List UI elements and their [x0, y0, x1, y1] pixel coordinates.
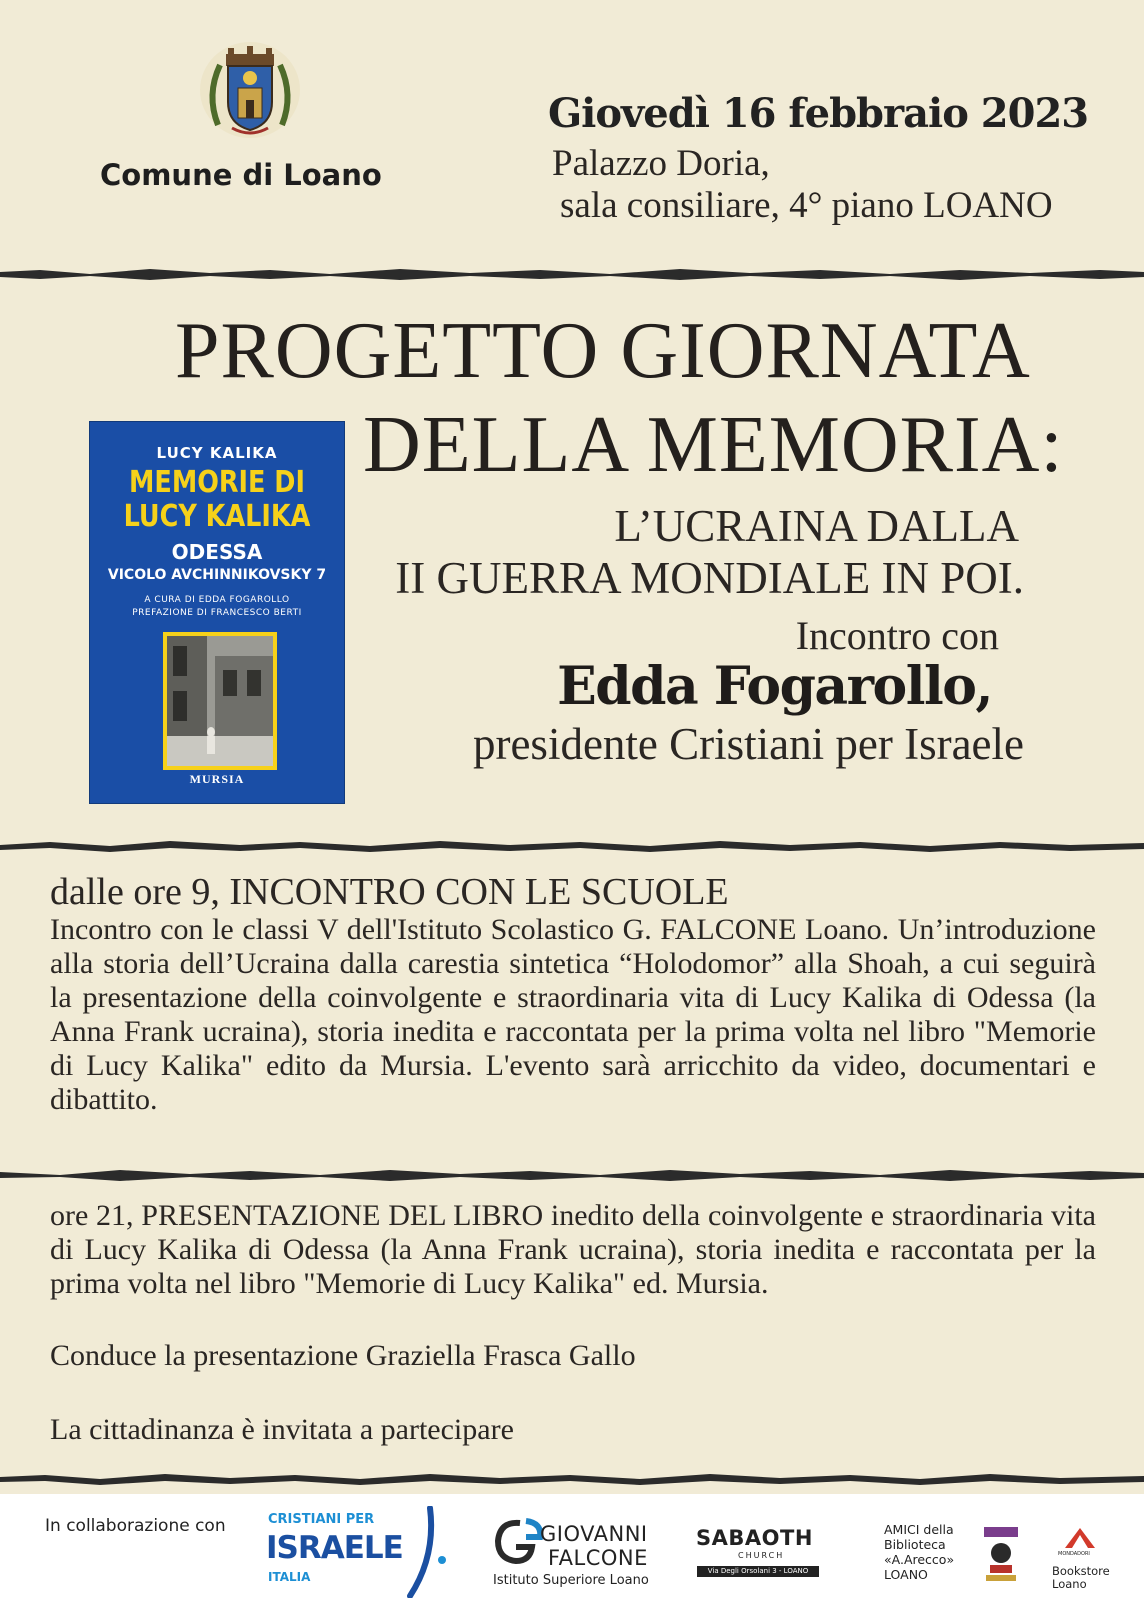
- public-invitation: La cittadinanza è invitata a partecipare: [50, 1413, 514, 1446]
- partner-amici-biblioteca: [884, 1522, 954, 1582]
- partner-bookstore: [1052, 1565, 1110, 1591]
- amici-line: AMICI della: [884, 1522, 954, 1537]
- speaker-role: presidente Cristiani per Israele: [472, 719, 1024, 769]
- collaboration-label: In collaborazione con: [45, 1516, 226, 1536]
- evening-description: ore 21, PRESENTAZIONE DEL LIBRO inedito della coinvolgente e straordinaria vita di Lucy Kalika di Odessa (la Anna Frank ucraina), storia inedita e raccontata per la prima volta nel libro "Memorie di Lucy Kalika" ed. Mursia.: [50, 1199, 1096, 1300]
- project-title-line-2: DELLA MEMORIA:: [363, 401, 1064, 489]
- speaker-name: Edda Fogarollo,: [557, 656, 992, 717]
- gf-monogram-icon: [490, 1515, 544, 1569]
- project-title-line-1: PROGETTO GIORNATA: [175, 307, 1031, 395]
- torn-divider: [0, 835, 1144, 857]
- subtitle-line-1: L’UCRAINA DALLA: [614, 501, 1019, 551]
- street-photo-icon: [167, 636, 273, 766]
- partner-cristiani-sub: ITALIA: [268, 1570, 311, 1584]
- book-address: VICOLO AVCHINNIKOVSKY 7: [107, 567, 327, 583]
- event-date: Giovedì 16 febbraio 2023: [548, 90, 1089, 137]
- torn-divider: [0, 263, 1144, 285]
- venue-line-2: sala consiliare, 4° piano LOANO: [560, 185, 1053, 226]
- subtitle-line-2: II GUERRA MONDIALE IN POI.: [395, 553, 1024, 603]
- bookstore-line: Loano: [1052, 1577, 1087, 1591]
- book-author: LUCY KALIKA: [156, 444, 278, 462]
- book-cover: [89, 421, 345, 804]
- morning-heading: dalle ore 9, INCONTRO CON LE SCUOLE: [50, 871, 729, 913]
- presentation-host: Conduce la presentazione Graziella Frasca Gallo: [50, 1339, 636, 1372]
- partner-falcone-line-3: Istituto Superiore Loano: [493, 1573, 649, 1588]
- partner-sabaoth-sub: CHURCH: [738, 1551, 785, 1560]
- morning-description: Incontro con le classi V dell'Istituto Scolastico G. FALCONE Loano. Un’introduzione alla storia dell’Ucraina dalla carestia sintetica “Holodomor” alla Shoah, a cui seguirà la presentazione della coinvolgente e straordinaria vita di Lucy Kalika di Odessa (la Anna Frank ucraina), storia inedita e raccontata per la prima volta nel libro "Memorie di Lucy Kalika" edito da Mursia. L'evento sarà arricchito da video, documentari e dibattito.: [50, 913, 1096, 1116]
- torn-divider: [0, 1164, 1144, 1186]
- book-cover-photo: [163, 632, 277, 770]
- amici-line: «A.Arecco»: [884, 1552, 955, 1567]
- book-city: ODESSA: [171, 540, 263, 564]
- book-publisher: MURSIA: [189, 772, 245, 786]
- partner-sabaoth-address: Via Degli Orsolani 3 - LOANO: [697, 1566, 819, 1577]
- partner-cristiani-top: CRISTIANI PER: [268, 1512, 375, 1527]
- partner-sabaoth-name: SABAOTH: [696, 1526, 813, 1550]
- partner-cristiani-main: ISRAELE: [266, 1530, 403, 1566]
- municipality-name: Comune di Loano: [100, 158, 382, 192]
- book-preface: PREFAZIONE DI FRANCESCO BERTI: [132, 608, 302, 618]
- meeting-label: Incontro con: [795, 613, 999, 658]
- book-editor: A CURA DI EDDA FOGAROLLO: [144, 595, 290, 605]
- bookstore-line: Bookstore: [1052, 1564, 1110, 1578]
- torn-divider: [0, 1468, 1144, 1490]
- mondadori-wordmark: MONDADORI: [1058, 1551, 1090, 1557]
- amici-line: LOANO: [884, 1567, 928, 1582]
- book-title: MEMORIE DI LUCY KALIKA: [123, 465, 311, 534]
- venue-line-1: Palazzo Doria,: [552, 143, 770, 184]
- loano-crest-icon: [198, 40, 302, 140]
- reading-group-logo-icon: [980, 1525, 1022, 1585]
- amici-line: Biblioteca: [884, 1537, 946, 1552]
- mondadori-logo-icon: [1063, 1527, 1097, 1549]
- blue-swoosh-icon: [400, 1506, 450, 1598]
- partner-falcone-line-1: GIOVANNI: [540, 1522, 648, 1546]
- partner-falcone-line-2: FALCONE: [548, 1546, 648, 1570]
